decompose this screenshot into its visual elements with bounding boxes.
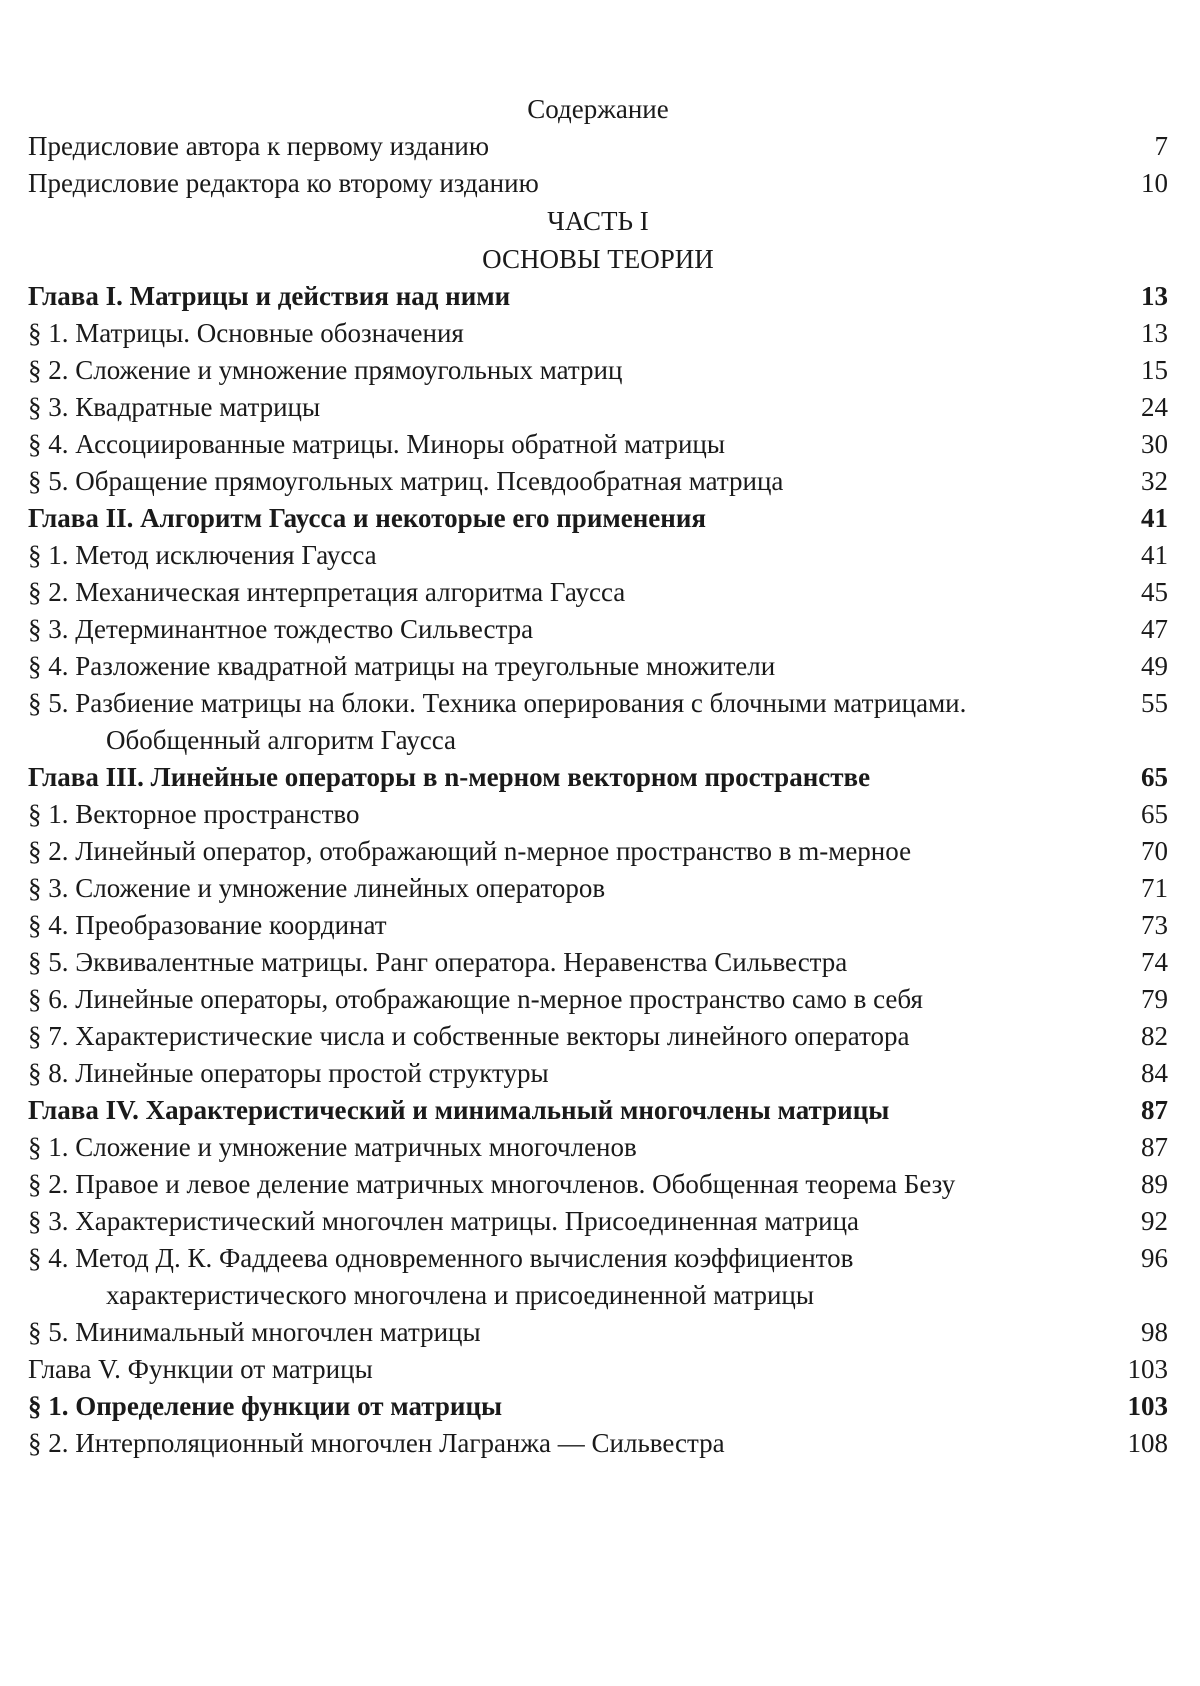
entry-title: § 5. Эквивалентные матрицы. Ранг оператора. Неравенства Сильвестра	[28, 947, 848, 977]
toc-section-entry[interactable]	[28, 796, 1168, 833]
entry-title: § 2. Сложение и умножение прямоугольных матриц	[28, 355, 623, 385]
entry-page-number: 87	[1141, 1095, 1168, 1125]
toc-section-entry[interactable]	[28, 981, 1168, 1018]
entry-page-number: 96	[1141, 1243, 1168, 1273]
entry-title: § 7. Характеристические числа и собственные векторы линейного оператора	[28, 1021, 910, 1051]
toc-section-entry[interactable]	[28, 315, 1168, 352]
entry-title: § 3. Сложение и умножение линейных операторов	[28, 873, 606, 903]
toc-section-entry[interactable]	[28, 537, 1168, 574]
entry-title: Глава III. Линейные операторы в n-мерном векторном пространстве	[28, 762, 871, 792]
entry-page-number: 7	[1154, 131, 1168, 161]
entry-title: § 4. Ассоциированные матрицы. Миноры обратной матрицы	[28, 429, 726, 459]
entry-title: § 8. Линейные операторы простой структуры	[28, 1058, 549, 1088]
entry-title: Глава V. Функции от матрицы	[28, 1354, 373, 1384]
toc-section-entry[interactable]	[28, 389, 1168, 426]
toc-chapter-entry[interactable]	[28, 278, 1168, 315]
entry-page-number: 71	[1141, 873, 1168, 903]
toc-section-entry[interactable]	[28, 426, 1168, 463]
toc-section-entry[interactable]	[28, 1018, 1168, 1055]
entry-title: § 3. Квадратные матрицы	[28, 392, 321, 422]
entry-page-number: 10	[1141, 168, 1168, 198]
toc-section-entry[interactable]	[28, 463, 1168, 500]
toc-section-entry[interactable]	[28, 944, 1168, 981]
entry-page-number: 41	[1141, 503, 1168, 533]
entry-page-number: 89	[1141, 1169, 1168, 1199]
entry-page-number: 49	[1141, 651, 1168, 681]
entry-title: § 5. Минимальный многочлен матрицы	[28, 1317, 481, 1347]
entry-page-number: 82	[1141, 1021, 1168, 1051]
entry-page-number: 73	[1141, 910, 1168, 940]
toc-heading: Содержание	[527, 94, 669, 124]
toc-section-entry[interactable]	[28, 685, 1168, 759]
entry-title: § 5. Разбиение матрицы на блоки. Техника оперирования с блочными матрицами. Обобщенный алгоритм Гаусса	[28, 688, 967, 755]
entry-page-number: 108	[1127, 1428, 1168, 1458]
entry-page-number: 24	[1141, 392, 1168, 422]
entry-title: § 4. Метод Д. К. Фаддеева одновременного вычисления коэффициентов характеристического многочлена и присоединенной матрицы	[28, 1243, 854, 1310]
toc-page	[28, 90, 1168, 1462]
entry-page-number: 41	[1141, 540, 1168, 570]
entry-title: Предисловие автора к первому изданию	[28, 131, 490, 161]
entry-title: Глава I. Матрицы и действия над ними	[28, 281, 511, 311]
toc-section-entry[interactable]	[28, 1425, 1168, 1462]
entry-page-number: 15	[1141, 355, 1168, 385]
toc-section-entry[interactable]	[28, 1055, 1168, 1092]
entry-page-number: 55	[1141, 688, 1168, 718]
front-matter-list	[28, 128, 1168, 202]
entry-page-number: 98	[1141, 1317, 1168, 1347]
entry-page-number: 45	[1141, 577, 1168, 607]
entry-title: § 3. Характеристический многочлен матрицы. Присоединенная матрица	[28, 1206, 860, 1236]
entry-page-number: 92	[1141, 1206, 1168, 1236]
entry-title: Глава IV. Характеристический и минимальный многочлены матрицы	[28, 1095, 890, 1125]
toc-chapter-entry[interactable]	[28, 759, 1168, 796]
entry-title: § 4. Преобразование координат	[28, 910, 387, 940]
entry-title: § 1. Матрицы. Основные обозначения	[28, 318, 464, 348]
entry-page-number: 65	[1141, 799, 1168, 829]
entry-title: § 3. Детерминантное тождество Сильвестра	[28, 614, 534, 644]
toc-chapter-entry[interactable]	[28, 1351, 1168, 1388]
entry-page-number: 13	[1141, 281, 1168, 311]
entry-title: § 5. Обращение прямоугольных матриц. Псевдообратная матрица	[28, 466, 784, 496]
toc-section-entry[interactable]	[28, 1129, 1168, 1166]
entry-title: § 1. Векторное пространство	[28, 799, 360, 829]
entry-page-number: 65	[1141, 762, 1168, 792]
toc-entries-list	[28, 278, 1168, 1462]
toc-section-entry[interactable]	[28, 1388, 1168, 1425]
entry-page-number: 103	[1127, 1354, 1168, 1384]
part-label: ЧАСТЬ I	[547, 206, 649, 236]
entry-page-number: 74	[1141, 947, 1168, 977]
toc-section-entry[interactable]	[28, 611, 1168, 648]
entry-title: § 2. Линейный оператор, отображающий n-мерное пространство в m-мерное	[28, 836, 912, 866]
entry-title: § 2. Правое и левое деление матричных многочленов. Обобщенная теорема Безу	[28, 1169, 956, 1199]
entry-title: § 1. Сложение и умножение матричных многочленов	[28, 1132, 637, 1162]
toc-section-entry[interactable]	[28, 1166, 1168, 1203]
toc-section-entry[interactable]	[28, 1314, 1168, 1351]
entry-page-number: 79	[1141, 984, 1168, 1014]
toc-section-entry[interactable]	[28, 574, 1168, 611]
entry-page-number: 70	[1141, 836, 1168, 866]
entry-page-number: 103	[1127, 1391, 1168, 1421]
entry-title: Глава II. Алгоритм Гаусса и некоторые его применения	[28, 503, 707, 533]
entry-page-number: 84	[1141, 1058, 1168, 1088]
toc-section-entry[interactable]	[28, 870, 1168, 907]
toc-section-entry[interactable]	[28, 833, 1168, 870]
entry-title: Предисловие редактора ко второму изданию	[28, 168, 539, 198]
entry-page-number: 87	[1141, 1132, 1168, 1162]
entry-page-number: 13	[1141, 318, 1168, 348]
toc-section-entry[interactable]	[28, 648, 1168, 685]
entry-title: § 4. Разложение квадратной матрицы на треугольные множители	[28, 651, 776, 681]
entry-title: § 2. Механическая интерпретация алгоритма Гаусса	[28, 577, 626, 607]
toc-section-entry[interactable]	[28, 907, 1168, 944]
toc-section-entry[interactable]	[28, 352, 1168, 389]
toc-chapter-entry[interactable]	[28, 1092, 1168, 1129]
entry-title: § 2. Интерполяционный многочлен Лагранжа — Сильвестра	[28, 1428, 725, 1458]
entry-title: § 6. Линейные операторы, отображающие n-мерное пространство само в себя	[28, 984, 923, 1014]
part-title: ОСНОВЫ ТЕОРИИ	[482, 244, 714, 274]
entry-page-number: 30	[1141, 429, 1168, 459]
toc-section-entry[interactable]	[28, 165, 1168, 202]
toc-section-entry[interactable]	[28, 128, 1168, 165]
toc-section-entry[interactable]	[28, 1240, 1168, 1314]
entry-page-number: 47	[1141, 614, 1168, 644]
entry-title: § 1. Определение функции от матрицы	[28, 1391, 503, 1421]
toc-section-entry[interactable]	[28, 1203, 1168, 1240]
entry-title: § 1. Метод исключения Гаусса	[28, 540, 377, 570]
toc-chapter-entry[interactable]	[28, 500, 1168, 537]
entry-page-number: 32	[1141, 466, 1168, 496]
